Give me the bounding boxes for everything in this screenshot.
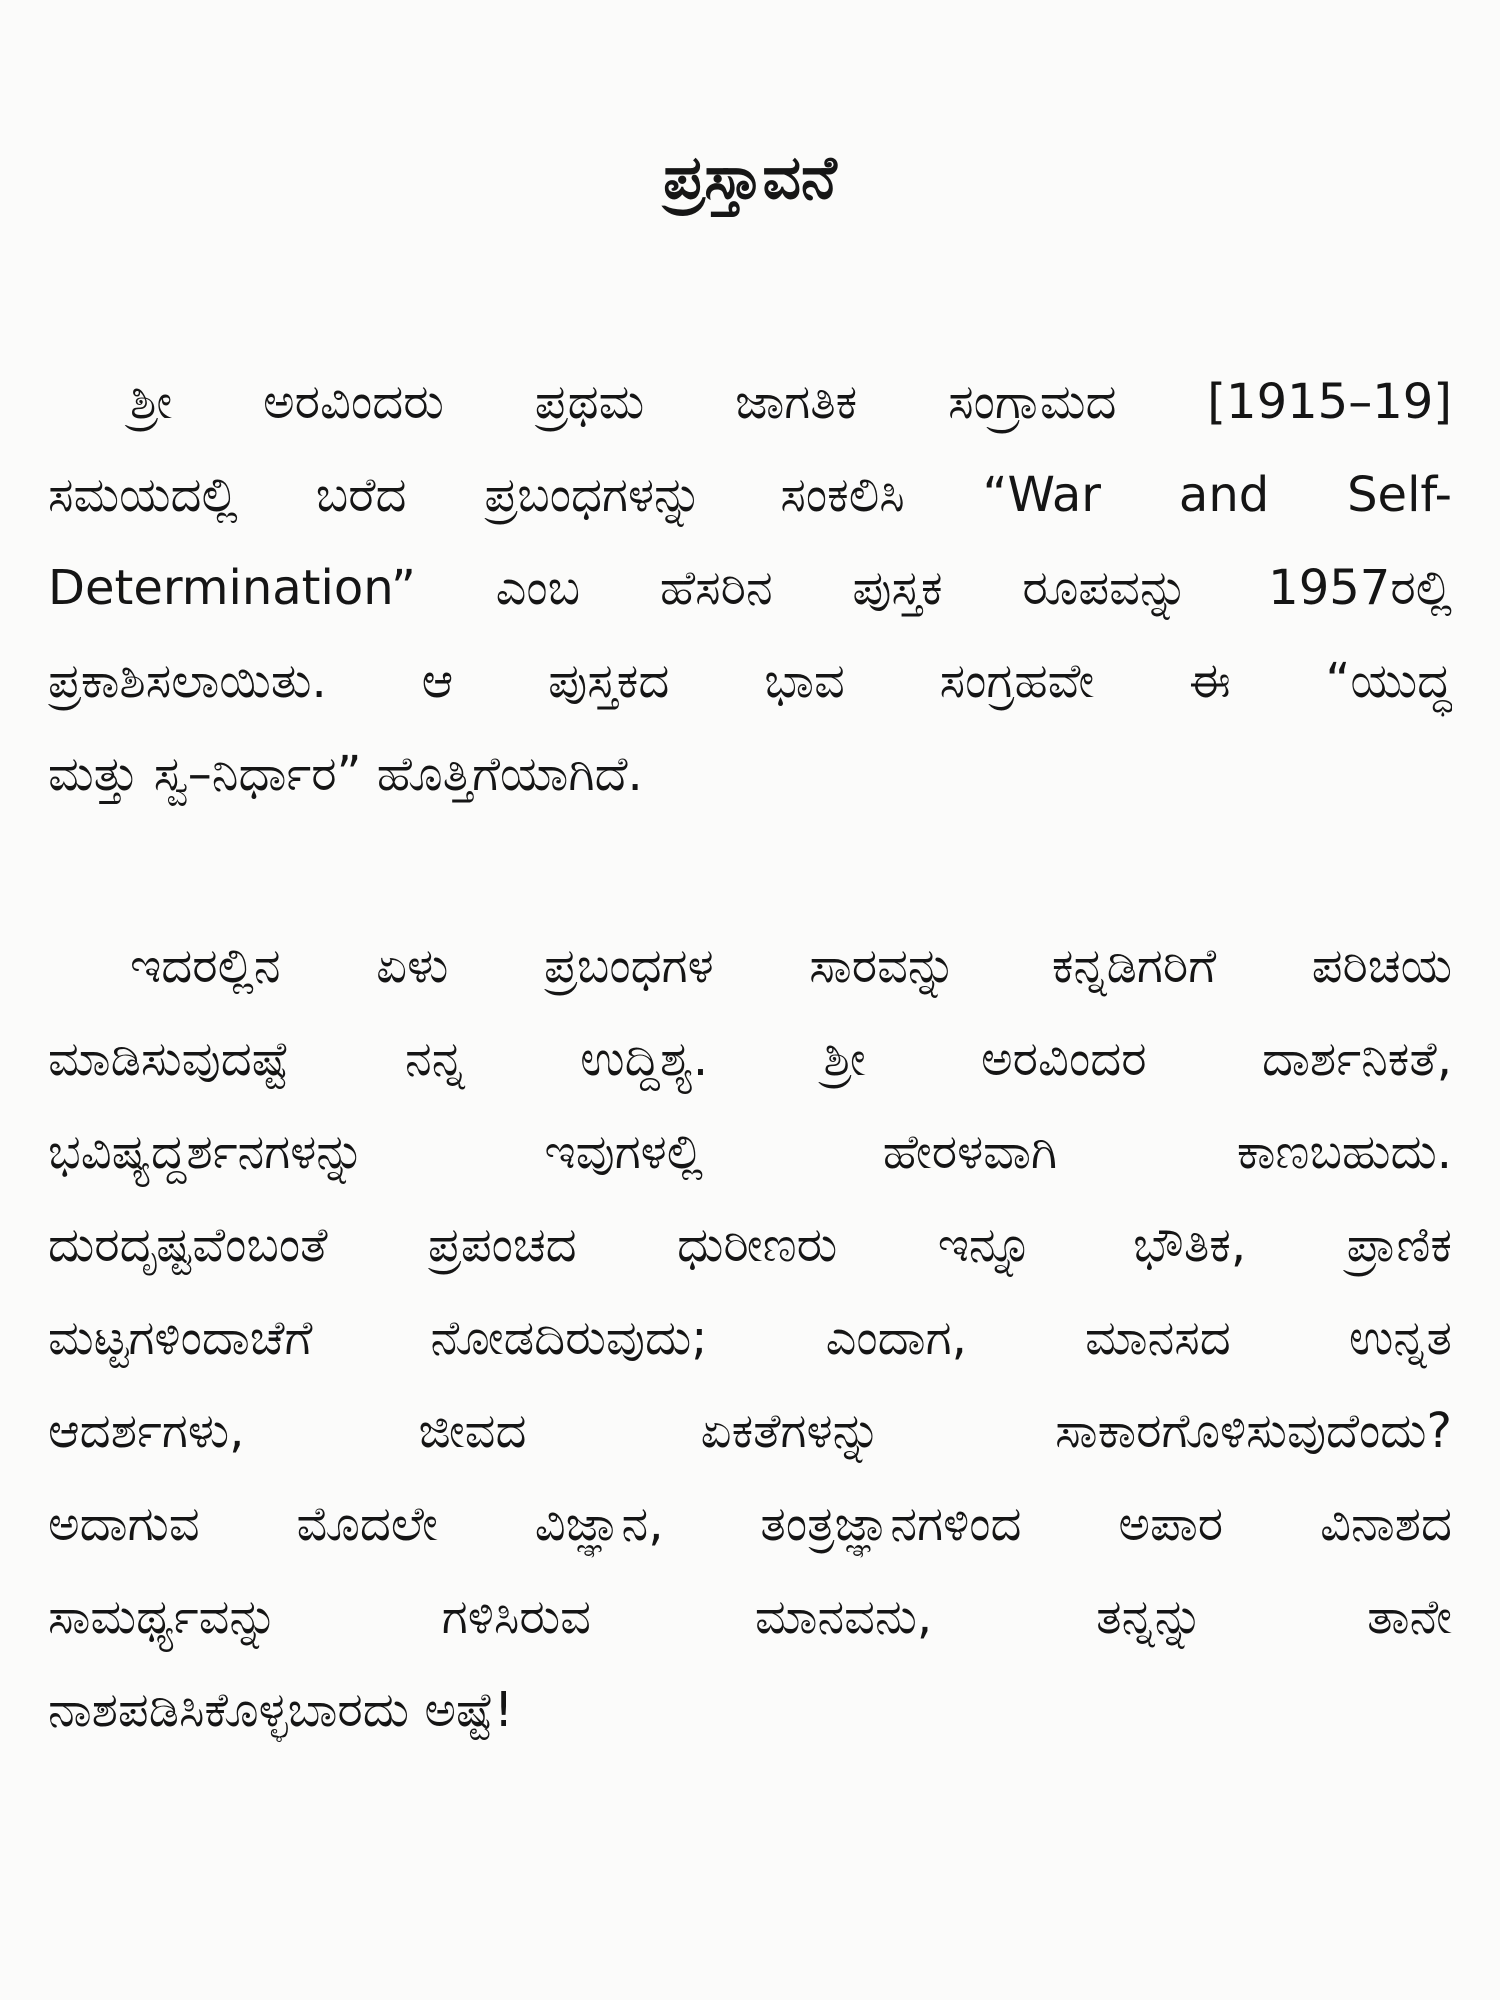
paragraph-line: ಭವಿಷ್ಯದ್ದರ್ಶನಗಳನ್ನು ಇವುಗಳಲ್ಲಿ ಹೇರಳವಾಗಿ ಕಾಣಬಹುದು. xyxy=(48,1124,1452,1180)
paragraph-line: ಮತ್ತು ಸ್ವ–ನಿರ್ಧಾರ” ಹೊತ್ತಿಗೆಯಾಗಿದೆ. xyxy=(48,746,643,802)
paragraph-line: ಮಾಡಿಸುವುದಷ್ಟೆ ನನ್ನ ಉದ್ದಿಶ್ಯ. ಶ್ರೀ ಅರವಿಂದರ ದಾರ್ಶನಿಕತೆ, xyxy=(48,1031,1452,1087)
paragraph-line: ಮಟ್ಟಗಳಿಂದಾಚೆಗೆ ನೋಡದಿರುವುದು; ಎಂದಾಗ, ಮಾನಸದ ಉನ್ನತ xyxy=(48,1310,1452,1366)
paragraph-line: ಅದಾಗುವ ಮೊದಲೇ ವಿಜ್ಞಾನ, ತಂತ್ರಜ್ಞಾನಗಳಿಂದ ಅಪಾರ ವಿನಾಶದ xyxy=(48,1496,1452,1552)
page-title: ಪ್ರಸ್ತಾವನೆ xyxy=(663,143,837,213)
paragraph-line: ದುರದೃಷ್ಟವೆಂಬಂತೆ ಪ್ರಪಂಚದ ಧುರೀಣರು ಇನ್ನೂ ಭೌತಿಕ, ಪ್ರಾಣಿಕ xyxy=(48,1217,1452,1273)
paragraph-2 xyxy=(48,920,1452,1757)
paragraph-line: ಆದರ್ಶಗಳು, ಜೀವದ ಏಕತೆಗಳನ್ನು ಸಾಕಾರಗೊಳಿಸುವುದೆಂದು? xyxy=(48,1403,1452,1459)
paragraph-line: ಸಾಮರ್ಥ್ಯವನ್ನು ಗಳಿಸಿರುವ ಮಾನವನು, ತನ್ನನ್ನು ತಾನೇ xyxy=(48,1589,1452,1645)
paragraph-1 xyxy=(48,356,1452,821)
paragraph-line: ಸಮಯದಲ್ಲಿ ಬರೆದ ಪ್ರಬಂಧಗಳನ್ನು ಸಂಕಲಿಸಿ “War and Self- xyxy=(48,467,1452,523)
paragraph-line: ನಾಶಪಡಿಸಿಕೊಳ್ಳಬಾರದು ಅಷ್ಟೆ! xyxy=(48,1682,514,1738)
paragraph-line: Determination” ಎಂಬ ಹೆಸರಿನ ಪುಸ್ತಕ ರೂಪವನ್ನು 1957ರಲ್ಲಿ xyxy=(48,560,1452,616)
paragraph-line: ಶ್ರೀ ಅರವಿಂದರು ಪ್ರಥಮ ಜಾಗತಿಕ ಸಂಗ್ರಾಮದ [1915–19] xyxy=(130,374,1452,430)
paragraph-line: ಪ್ರಕಾಶಿಸಲಾಯಿತು. ಆ ಪುಸ್ತಕದ ಭಾವ ಸಂಗ್ರಹವೇ ಈ “ಯುದ್ಧ xyxy=(48,653,1452,709)
paragraph-line: ಇದರಲ್ಲಿನ ಏಳು ಪ್ರಬಂಧಗಳ ಸಾರವನ್ನು ಕನ್ನಡಿಗರಿಗೆ ಪರಿಚಯ xyxy=(130,938,1452,994)
